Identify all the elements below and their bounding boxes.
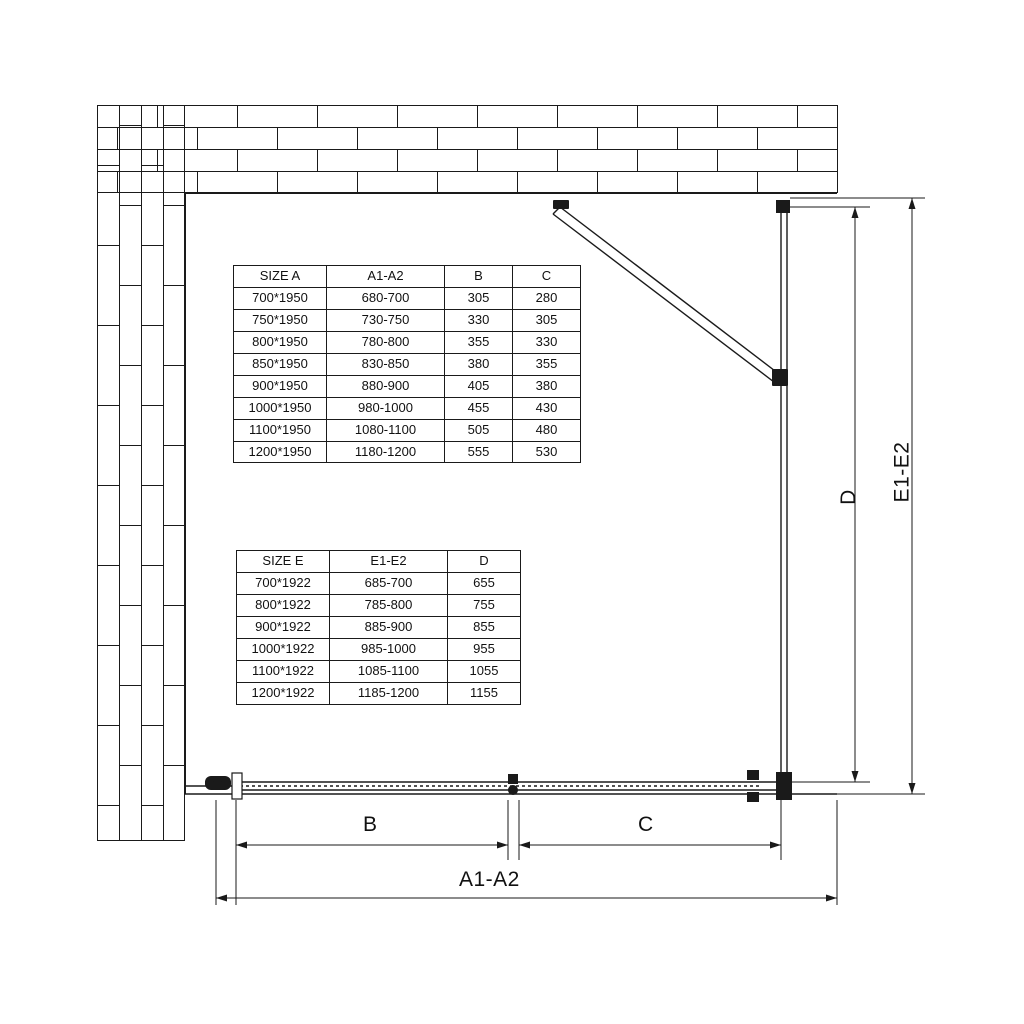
- table-a-cell: 980-1000: [327, 397, 445, 419]
- arrow-a-left: [216, 895, 227, 902]
- table-row: [237, 638, 521, 660]
- door-jamb-profile: [232, 773, 242, 799]
- table-a-cell: 330: [513, 331, 581, 353]
- table-a-cell: 780-800: [327, 331, 445, 353]
- table-a-cell: 900*1950: [234, 375, 327, 397]
- table-row: [237, 616, 521, 638]
- side-panel-top-bracket: [776, 200, 790, 213]
- table-a-cell: 1080-1100: [327, 419, 445, 441]
- table-e-cell: 700*1922: [237, 572, 330, 594]
- arrow-e-bottom: [909, 783, 916, 794]
- dim-label-b: B: [363, 813, 378, 836]
- table-row: [234, 397, 581, 419]
- table-a-cell: 800*1950: [234, 331, 327, 353]
- door-leaf-line-b: [553, 214, 774, 382]
- arrow-c-right: [770, 842, 781, 849]
- door-top-hinge-block: [553, 200, 569, 209]
- arrow-a-right: [826, 895, 837, 902]
- table-a-header-cell: B: [445, 266, 513, 288]
- bottom-clamp-1: [747, 770, 759, 780]
- table-a-cell: 850*1950: [234, 353, 327, 375]
- wall-inner-top: [185, 193, 837, 194]
- top-wall-tiles: [97, 105, 837, 193]
- table-a-header-cell: SIZE A: [234, 266, 327, 288]
- table-e-cell: 985-1000: [330, 638, 448, 660]
- table-a-cell: 330: [445, 309, 513, 331]
- wall-top-edge: [97, 105, 837, 106]
- door-leaf-cap-top: [553, 207, 560, 214]
- bottom-clamp-2: [747, 792, 759, 802]
- door-leaf-line-a: [560, 207, 779, 374]
- table-a-header-cell: A1-A2: [327, 266, 445, 288]
- table-a-cell: 280: [513, 287, 581, 309]
- table-a-cell: 1100*1950: [234, 419, 327, 441]
- dim-label-e1-e2: E1-E2: [890, 441, 914, 503]
- table-a-cell: 305: [445, 287, 513, 309]
- table-row: [237, 594, 521, 616]
- table-e-cell: 1100*1922: [237, 660, 330, 682]
- table-e-cell: 1000*1922: [237, 638, 330, 660]
- wall-bottom-edge-left: [97, 840, 185, 841]
- dim-label-a1-a2: A1-A2: [459, 868, 520, 891]
- table-row: [234, 353, 581, 375]
- spec-table-e: [236, 550, 521, 705]
- arrow-c-left: [519, 842, 530, 849]
- table-a-cell: 505: [445, 419, 513, 441]
- center-pivot-dot: [508, 785, 518, 795]
- table-row: [234, 331, 581, 353]
- table-e-cell: 755: [448, 594, 521, 616]
- table-a-cell: 355: [445, 331, 513, 353]
- center-hinge-mark: [508, 774, 518, 784]
- table-e-cell: 1185-1200: [330, 682, 448, 704]
- table-row: [234, 419, 581, 441]
- table-e-cell: 655: [448, 572, 521, 594]
- table-e-cell: 855: [448, 616, 521, 638]
- table-a-cell: 830-850: [327, 353, 445, 375]
- table-a-header-cell: C: [513, 266, 581, 288]
- arrow-d-bottom: [852, 771, 859, 782]
- table-e-cell: 785-800: [330, 594, 448, 616]
- table-row: [234, 375, 581, 397]
- table-a-cell: 530: [513, 441, 581, 463]
- handle-screw-1: [210, 781, 214, 785]
- table-e-cell: 900*1922: [237, 616, 330, 638]
- table-a-cell: 880-900: [327, 375, 445, 397]
- arrow-b-left: [236, 842, 247, 849]
- arrow-e-top: [909, 198, 916, 209]
- wall-left-edge: [97, 105, 98, 840]
- handle-screw-3: [226, 781, 230, 785]
- left-wall-tiles: [97, 105, 185, 840]
- table-a-cell: 750*1950: [234, 309, 327, 331]
- handle-block: [205, 776, 231, 790]
- arrow-d-top: [852, 207, 859, 218]
- table-e-header-cell: SIZE E: [237, 551, 330, 573]
- table-a-cell: 1000*1950: [234, 397, 327, 419]
- table-a-cell: 455: [445, 397, 513, 419]
- dim-label-d: D: [836, 489, 860, 505]
- table-a-cell: 355: [513, 353, 581, 375]
- table-row: [234, 287, 581, 309]
- table-a-cell: 680-700: [327, 287, 445, 309]
- table-e-cell: 1085-1100: [330, 660, 448, 682]
- wall-right-edge: [837, 105, 838, 193]
- table-row: [234, 441, 581, 463]
- table-a-cell: 480: [513, 419, 581, 441]
- table-e-cell: 800*1922: [237, 594, 330, 616]
- table-a-cell: 405: [445, 375, 513, 397]
- table-a-cell: 1200*1950: [234, 441, 327, 463]
- table-a-cell: 305: [513, 309, 581, 331]
- table-e-cell: 1155: [448, 682, 521, 704]
- table-a-cell: 430: [513, 397, 581, 419]
- table-a-cell: 1180-1200: [327, 441, 445, 463]
- table-a-cell: 555: [445, 441, 513, 463]
- wall-inner-left: [185, 193, 186, 794]
- table-a-header-row: [234, 266, 581, 288]
- table-e-cell: 685-700: [330, 572, 448, 594]
- table-e-cell: 885-900: [330, 616, 448, 638]
- dim-label-c: C: [638, 813, 654, 836]
- table-a-cell: 380: [513, 375, 581, 397]
- door-leaf-cap-bottom: [774, 374, 779, 382]
- table-e-cell: 1200*1922: [237, 682, 330, 704]
- table-row: [237, 572, 521, 594]
- table-a-cell: 730-750: [327, 309, 445, 331]
- table-e-header-cell: E1-E2: [330, 551, 448, 573]
- spec-table-a: [233, 265, 581, 463]
- table-a-cell: 700*1950: [234, 287, 327, 309]
- table-row: [237, 660, 521, 682]
- door-mid-hinge-block: [772, 369, 788, 386]
- table-a-cell: 380: [445, 353, 513, 375]
- table-e-header-row: [237, 551, 521, 573]
- table-e-cell: 1055: [448, 660, 521, 682]
- handle-screw-2: [218, 781, 222, 785]
- table-row: [234, 309, 581, 331]
- arrow-b-right: [497, 842, 508, 849]
- bottom-corner-bracket: [776, 772, 792, 800]
- table-row: [237, 682, 521, 704]
- table-e-cell: 955: [448, 638, 521, 660]
- table-e-header-cell: D: [448, 551, 521, 573]
